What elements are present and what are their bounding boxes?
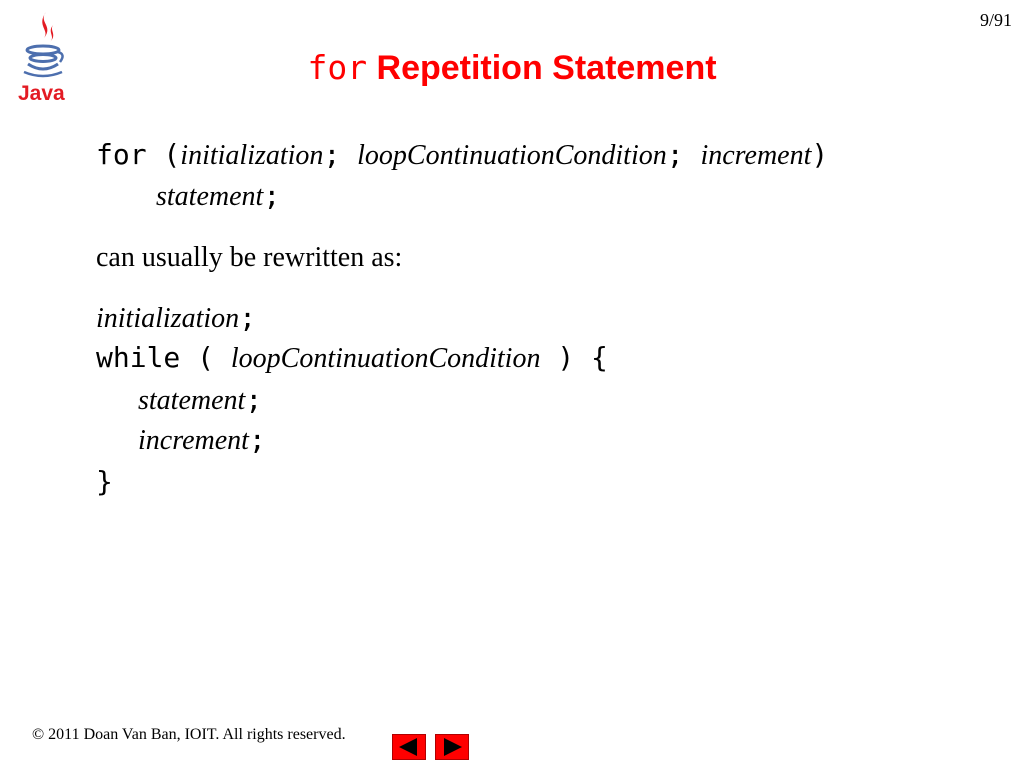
page-number: 9/91 bbox=[979, 10, 1012, 30]
while-statement-line bbox=[138, 382, 262, 419]
for-semicolon-1: ; bbox=[323, 138, 341, 171]
copyright-symbol: © bbox=[32, 726, 45, 743]
title-keyword: for bbox=[307, 48, 368, 87]
left-triangle-icon bbox=[393, 735, 425, 759]
rewrite-text bbox=[96, 240, 402, 276]
while-increment: increment bbox=[138, 425, 249, 456]
while-keyword: while ( bbox=[96, 341, 215, 374]
while-increment-line bbox=[138, 422, 266, 459]
while-init-semicolon: ; bbox=[239, 301, 256, 334]
previous-slide-button[interactable] bbox=[392, 734, 426, 760]
while-close-brace: } bbox=[96, 465, 113, 498]
slide-title bbox=[0, 48, 1024, 89]
while-condition: loopContinuationCondition bbox=[230, 343, 541, 374]
for-statement-semicolon: ; bbox=[263, 179, 281, 212]
while-brace-line bbox=[96, 464, 113, 501]
for-keyword: for ( bbox=[96, 138, 181, 171]
while-initialization: initialization bbox=[96, 303, 240, 334]
while-close: ) { bbox=[557, 341, 608, 374]
while-statement-semicolon: ; bbox=[245, 383, 263, 416]
right-triangle-icon bbox=[436, 735, 468, 759]
for-line bbox=[96, 137, 828, 174]
while-increment-semicolon: ; bbox=[248, 423, 266, 456]
title-text: Repetition Statement bbox=[367, 49, 717, 87]
next-slide-button[interactable] bbox=[435, 734, 469, 760]
rewrite-sentence: can usually be rewritten as: bbox=[96, 242, 403, 273]
while-statement: statement bbox=[138, 385, 246, 416]
copyright-text: 2011 Doan Van Ban, IOIT. All rights reserved. bbox=[48, 726, 346, 743]
footer-copyright bbox=[32, 726, 346, 744]
for-increment: increment bbox=[700, 140, 812, 171]
for-semicolon-2: ; bbox=[666, 138, 684, 171]
while-line bbox=[96, 340, 608, 377]
java-logo-text: Java bbox=[18, 82, 65, 104]
for-close-paren: ) bbox=[811, 138, 829, 171]
for-statement-line bbox=[156, 178, 280, 215]
while-init-line bbox=[96, 300, 256, 337]
for-initialization: initialization bbox=[180, 140, 324, 171]
for-condition: loopContinuationCondition bbox=[357, 140, 667, 171]
for-statement: statement bbox=[156, 181, 264, 212]
